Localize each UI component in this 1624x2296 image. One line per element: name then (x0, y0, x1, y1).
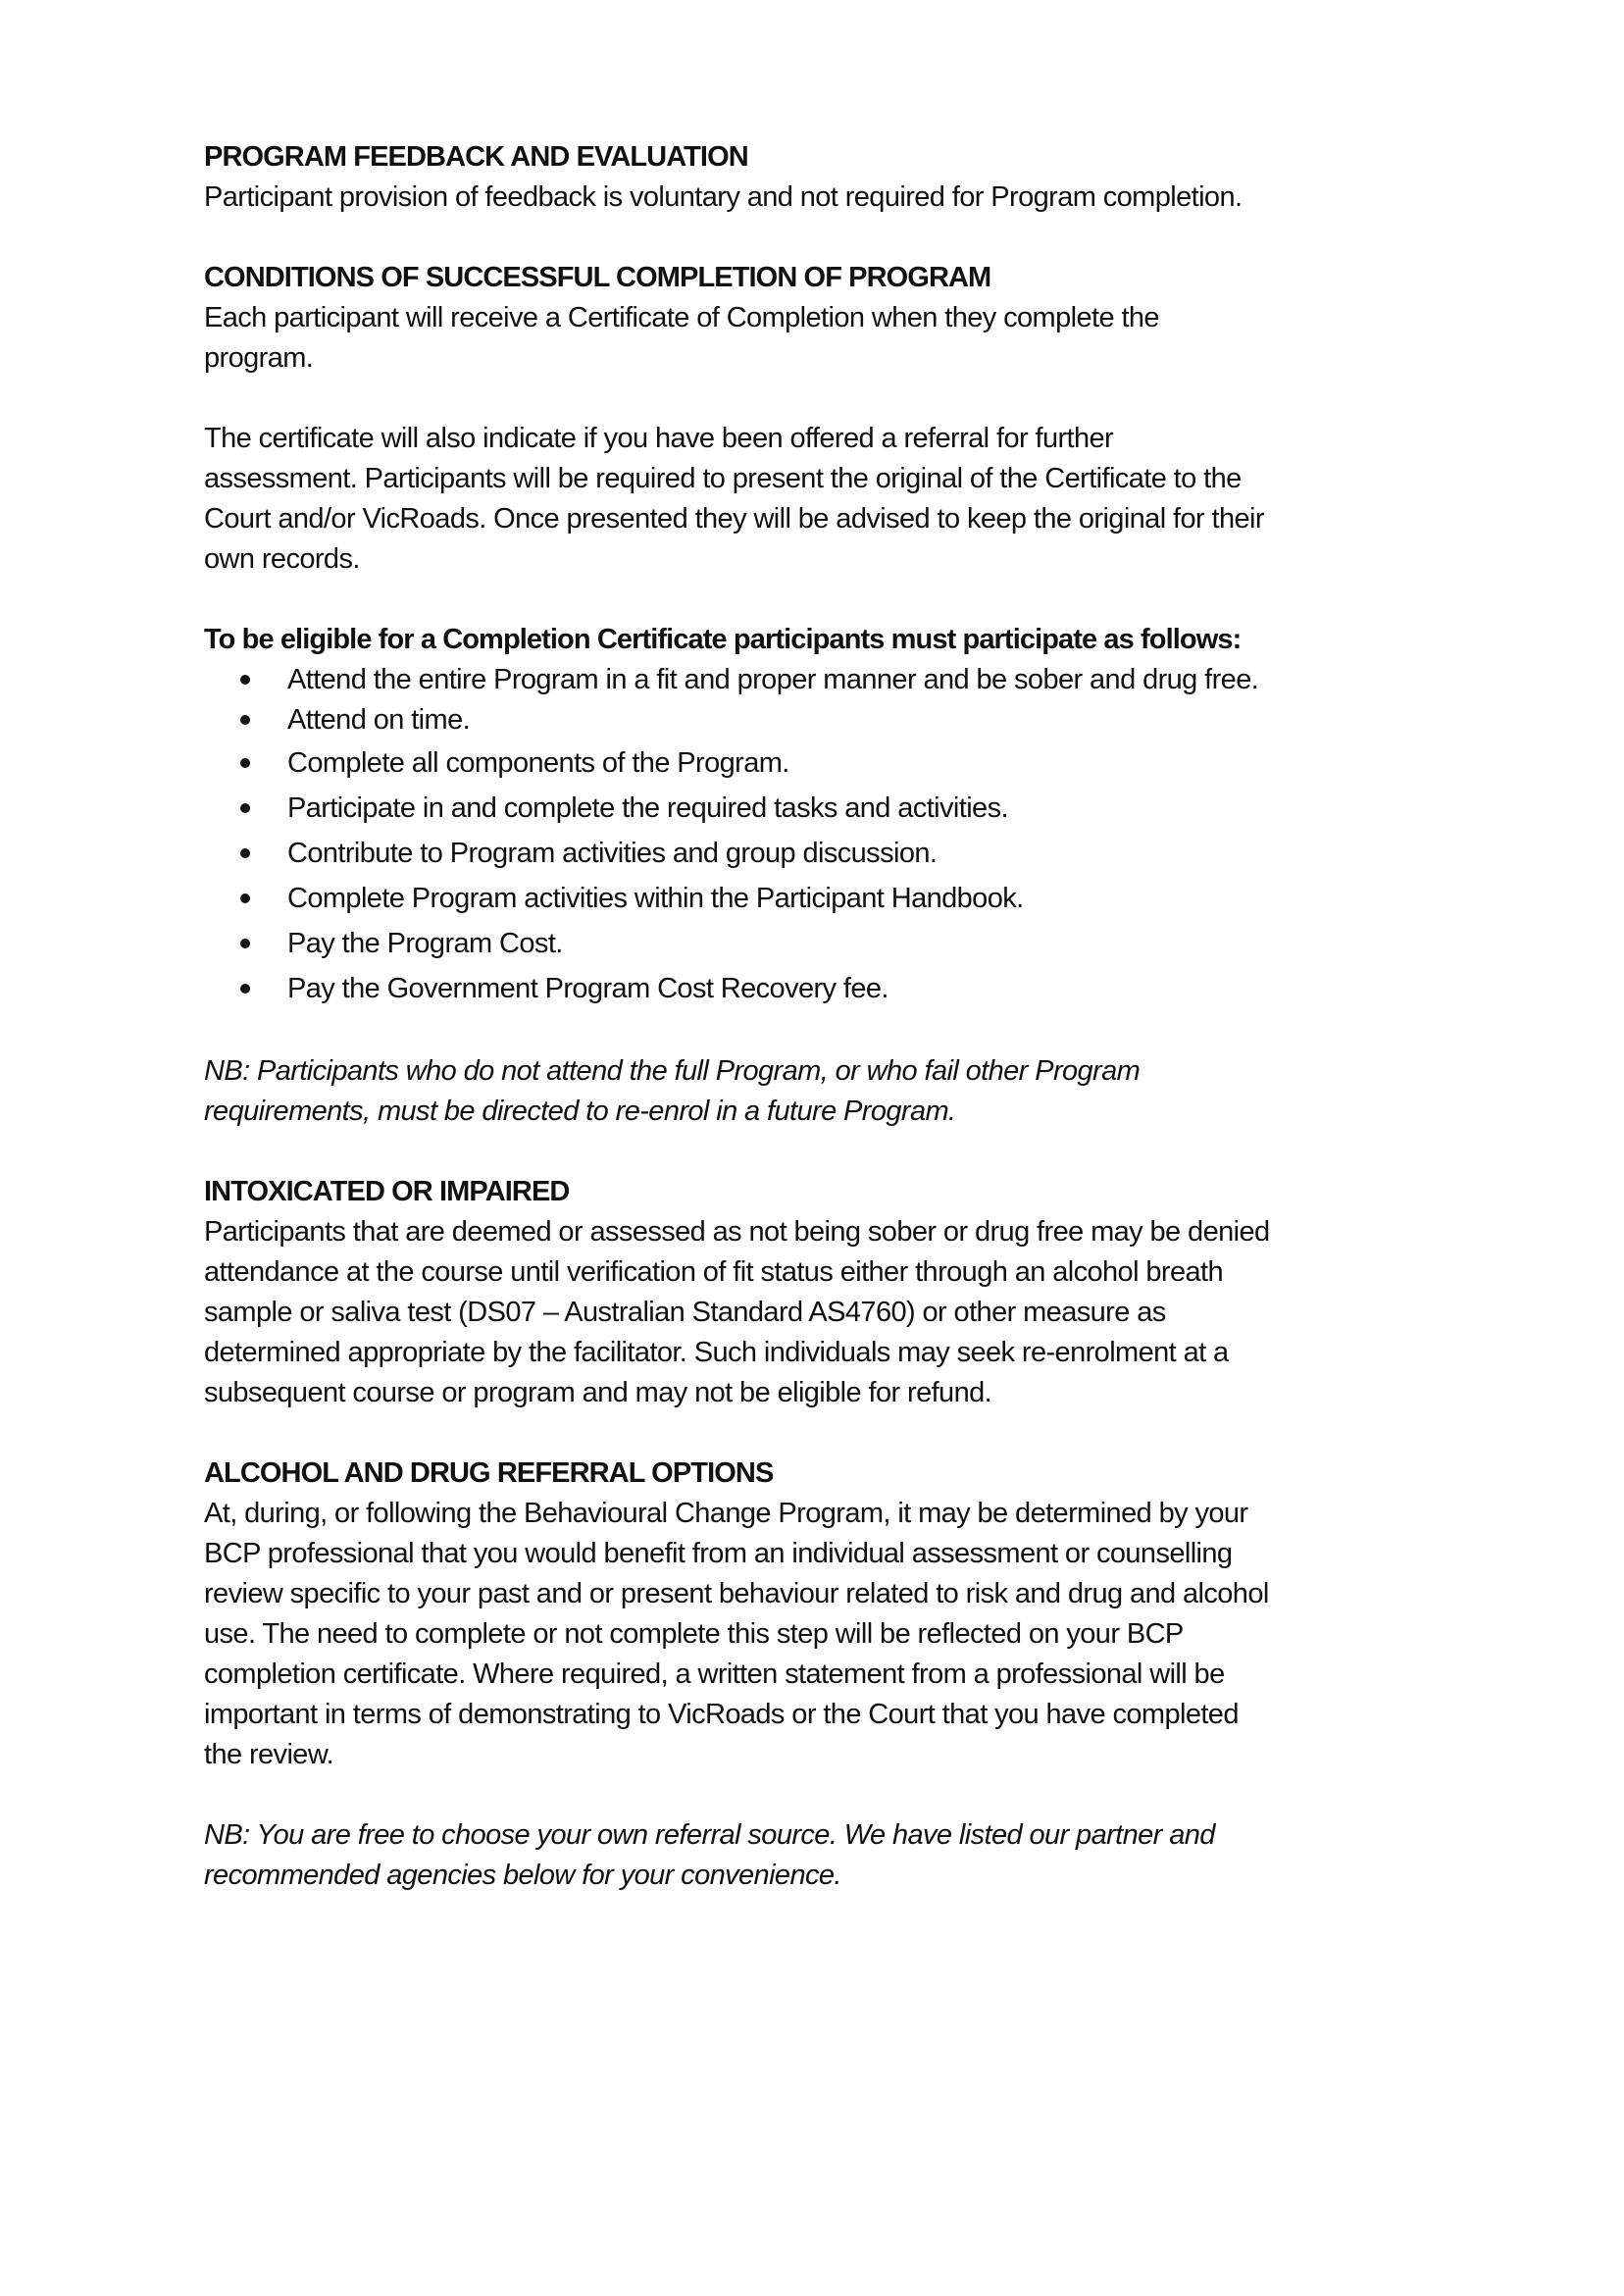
paragraph-line: BCP professional that you would benefit from an individual assessment or counselling (204, 1538, 1233, 1569)
bullet-icon (240, 984, 250, 994)
eligibility-heading: To be eligible for a Completion Certificate participants must participate as follows: (204, 624, 1242, 655)
bullet-icon (240, 758, 250, 768)
list-item: Attend on time. (204, 700, 1430, 740)
bullet-icon (240, 675, 250, 685)
heading-conditions: CONDITIONS OF SUCCESSFUL COMPLETION OF PROGRAM (204, 262, 991, 293)
paragraph-line: completion certificate. Where required, a written statement from a professional will be (204, 1658, 1225, 1690)
list-item: Complete Program activities within the Participant Handbook. (204, 876, 1430, 921)
paragraph-line: sample or saliva test (DS07 – Australian Standard AS4760) or other measure as (204, 1297, 1166, 1328)
paragraph-line: subsequent course or program and may not be eligible for refund. (204, 1377, 992, 1408)
bullet-icon (240, 803, 250, 813)
paragraph-line: determined appropriate by the facilitator. Such individuals may seek re-enrolment at a (204, 1337, 1229, 1368)
list-item: Contribute to Program activities and group discussion. (204, 831, 1430, 876)
paragraph-line: The certificate will also indicate if you have been offered a referral for further (204, 423, 1114, 454)
bullet-icon (240, 715, 250, 725)
list-item: Pay the Program Cost. (204, 921, 1430, 966)
bullet-icon (240, 893, 250, 903)
list-item: Participate in and complete the required tasks and activities. (204, 786, 1430, 831)
heading-intoxicated: INTOXICATED OR IMPAIRED (204, 1176, 570, 1207)
paragraph-line: At, during, or following the Behavioural Change Program, it may be determined by your (204, 1498, 1248, 1529)
paragraph-line: attendance at the course until verification of fit status either through an alcohol breath (204, 1256, 1224, 1288)
note-line: NB: You are free to choose your own referral source. We have listed our partner and (204, 1819, 1215, 1851)
paragraph-line: Participants that are deemed or assessed as not being sober or drug free may be denied (204, 1216, 1270, 1248)
paragraph-line: review specific to your past and or present behaviour related to risk and drug and alcohol (204, 1578, 1269, 1609)
paragraph-line: use. The need to complete or not complete this step will be reflected on your BCP (204, 1618, 1184, 1650)
heading-referral: ALCOHOL AND DRUG REFERRAL OPTIONS (204, 1457, 774, 1489)
bullet-icon (240, 939, 250, 948)
document-page (204, 137, 1430, 1896)
note-line: requirements, must be directed to re-enrol in a future Program. (204, 1096, 956, 1127)
bullet-icon (240, 848, 250, 858)
list-item: Complete all components of the Program. (204, 740, 1430, 786)
note-line: NB: Participants who do not attend the full Program, or who fail other Program (204, 1055, 1141, 1087)
list-item: Attend the entire Program in a fit and proper manner and be sober and drug free. (204, 660, 1430, 700)
paragraph-line: Each participant will receive a Certificate of Completion when they complete the (204, 302, 1159, 333)
paragraph-line: Court and/or VicRoads. Once presented they will be advised to keep the original for their (204, 503, 1264, 535)
note-line: recommended agencies below for your convenience. (204, 1860, 841, 1891)
paragraph-line: own records. (204, 543, 360, 575)
paragraph-line: program. (204, 342, 314, 374)
paragraph-line: the review. (204, 1739, 334, 1770)
paragraph-line: important in terms of demonstrating to VicRoads or the Court that you have completed (204, 1699, 1239, 1730)
list-item: Pay the Government Program Cost Recovery fee. (204, 966, 1430, 1011)
paragraph-line: Participant provision of feedback is voluntary and not required for Program completion. (204, 181, 1243, 213)
paragraph-line: assessment. Participants will be required to present the original of the Certificate to the (204, 463, 1242, 494)
heading-feedback: PROGRAM FEEDBACK AND EVALUATION (204, 141, 748, 173)
eligibility-list (204, 660, 1430, 1011)
